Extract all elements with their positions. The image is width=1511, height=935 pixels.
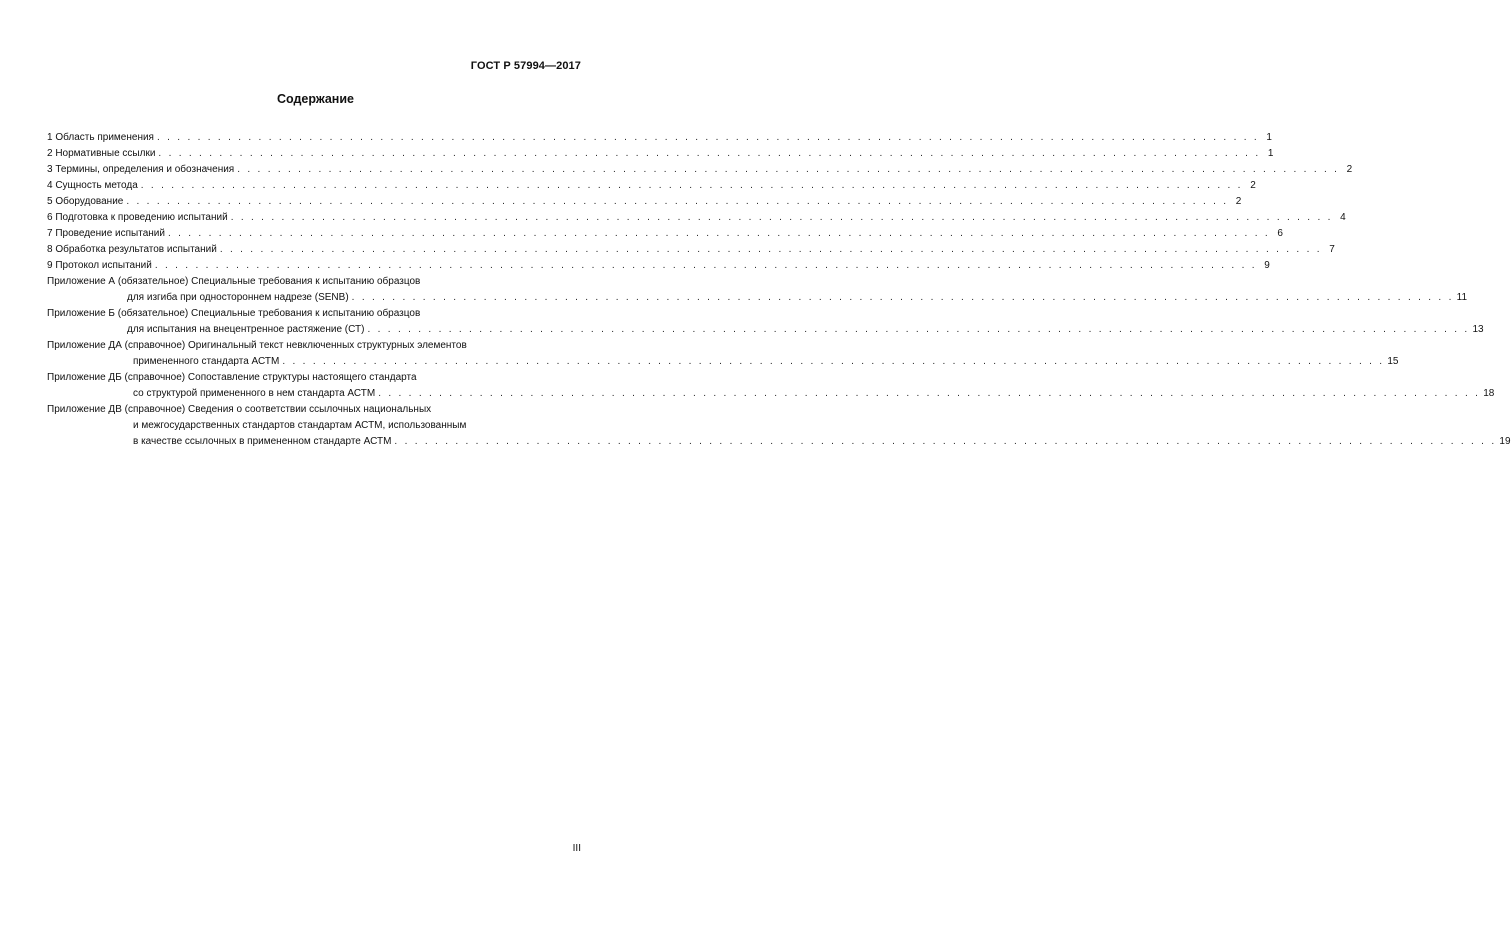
toc-item-page: 9: [1264, 260, 1270, 271]
toc-item-label: 8 Обработка результатов испытаний: [47, 244, 217, 255]
leader-dots: . . . . . . . . . . . . . . . . . . . . . . . . . . . . . . . . . . . . . . . . . . . . . . . . . . . . . . . . . . . . . . . . . . . . . . . . . . . . . . . . . . . . . . . . . . . . . . . . . . . . . . . . . . . . .: [158, 148, 1261, 159]
toc-appendix-db[interactable]: [47, 370, 1495, 402]
leader-dots: . . . . . . . . . . . . . . . . . . . . . . . . . . . . . . . . . . . . . . . . . . . . . . . . . . . . . . . . . . . . . . . . . . . . . . . . . . . . . . . . . . . . . . . . . . . . . . . . . . . . . . . . . . . . .: [140, 180, 1243, 191]
toc-appendix-a[interactable]: [47, 274, 1468, 306]
toc-item-page: 2: [1346, 164, 1353, 175]
toc-item-page: 19: [1499, 436, 1511, 447]
toc-appendix-dv[interactable]: [47, 402, 1511, 450]
toc-item-label: 9 Протокол испытаний: [47, 260, 152, 271]
leader-dots: . . . . . . . . . . . . . . . . . . . . . . . . . . . . . . . . . . . . . . . . . . . . . . . . . . . . . . . . . . . . . . . . . . . . . . . . . . . . . . . . . . . . . . . . . . . . . . . . . . . . . . . . . . . . .: [167, 228, 1270, 239]
toc-item-page: 15: [1387, 356, 1399, 367]
toc-appendix-last-line: [47, 434, 1511, 450]
toc-item-4[interactable]: [47, 178, 1256, 194]
toc-appendix-last-line: [47, 290, 1468, 306]
toc-appendix-last-line: [47, 322, 1484, 338]
toc-appendix-line: для испытания на внецентренное растяжение (СТ): [127, 324, 365, 335]
toc-appendix-line: Приложение Б (обязательное) Специальные требования к испытанию образцов: [47, 308, 421, 319]
toc-item-label: 6 Подготовка к проведению испытаний: [47, 212, 228, 223]
toc-item-page: 1: [1266, 132, 1272, 143]
toc-item-page: 2: [1250, 180, 1256, 191]
toc-item-page: 4: [1340, 212, 1346, 223]
toc-item-label: 3 Термины, определения и обозначения: [47, 164, 235, 175]
toc-item-5[interactable]: [47, 194, 1242, 210]
toc-appendix-line: Приложение ДБ (справочное) Сопоставление структуры настоящего стандарта: [47, 372, 417, 383]
leader-dots: . . . . . . . . . . . . . . . . . . . . . . . . . . . . . . . . . . . . . . . . . . . . . . . . . . . . . . . . . . . . . . . . . . . . . . . . . . . . . . . . . . . . . . . . . . . . . . . . . . . . . . . . . . . . .: [126, 196, 1229, 207]
table-of-contents: [47, 130, 1511, 450]
contents-title: Содержание: [276, 92, 354, 106]
toc-item-label: 7 Проведение испытаний: [47, 228, 165, 239]
leader-dots: . . . . . . . . . . . . . . . . . . . . . . . . . . . . . . . . . . . . . . . . . . . . . . . . . . . . . . . . . . . . . . . . . . . . . . . . . . . . . . . . . . . . . . . . . . . . . . . . . . . . . . . . . . . . .: [394, 436, 1497, 447]
leader-dots: . . . . . . . . . . . . . . . . . . . . . . . . . . . . . . . . . . . . . . . . . . . . . . . . . . . . . . . . . . . . . . . . . . . . . . . . . . . . . . . . . . . . . . . . . . . . . . . . . . . . . . . . . . . . .: [237, 164, 1340, 175]
toc-appendix-last-line: [47, 386, 1495, 402]
toc-appendix-line: и межгосударственных стандартов стандартам АСТМ, использованным: [133, 420, 467, 431]
toc-item-page: 7: [1329, 244, 1335, 255]
toc-item-page: 11: [1456, 292, 1468, 303]
leader-dots: . . . . . . . . . . . . . . . . . . . . . . . . . . . . . . . . . . . . . . . . . . . . . . . . . . . . . . . . . . . . . . . . . . . . . . . . . . . . . . . . . . . . . . . . . . . . . . . . . . . . . . . . . . . . .: [230, 212, 1333, 223]
leader-dots: . . . . . . . . . . . . . . . . . . . . . . . . . . . . . . . . . . . . . . . . . . . . . . . . . . . . . . . . . . . . . . . . . . . . . . . . . . . . . . . . . . . . . . . . . . . . . . . . . . . . . . . . . . . . .: [219, 244, 1322, 255]
toc-appendix-line: для изгиба при одностороннем надрезе (SENB): [127, 292, 349, 303]
toc-appendix-line: Приложение ДВ (справочное) Сведения о соответствии ссылочных национальных: [47, 404, 432, 415]
toc-item-label: 4 Сущность метода: [47, 180, 138, 191]
toc-item-8[interactable]: [47, 242, 1335, 258]
toc-item-6[interactable]: [47, 210, 1346, 226]
toc-appendix-b[interactable]: [47, 306, 1484, 338]
toc-item-page: 18: [1483, 388, 1495, 399]
toc-appendix-line: со структурой примененного в нем стандарта АСТМ: [133, 388, 376, 399]
leader-dots: . . . . . . . . . . . . . . . . . . . . . . . . . . . . . . . . . . . . . . . . . . . . . . . . . . . . . . . . . . . . . . . . . . . . . . . . . . . . . . . . . . . . . . . . . . . . . . . . . . . . . . . . . . . . .: [282, 356, 1385, 367]
toc-item-page: 13: [1472, 324, 1484, 335]
toc-item-label: 2 Нормативные ссылки: [47, 148, 156, 159]
toc-item-page: 1: [1267, 148, 1274, 159]
toc-item-7[interactable]: [47, 226, 1283, 242]
toc-appendix-line: примененного стандарта АСТМ: [133, 356, 280, 367]
toc-item-label: 5 Оборудование: [47, 196, 124, 207]
toc-item-3[interactable]: [47, 162, 1353, 178]
toc-appendix-last-line: [47, 354, 1399, 370]
leader-dots: . . . . . . . . . . . . . . . . . . . . . . . . . . . . . . . . . . . . . . . . . . . . . . . . . . . . . . . . . . . . . . . . . . . . . . . . . . . . . . . . . . . . . . . . . . . . . . . . . . . . . . . . . . . . .: [367, 324, 1470, 335]
toc-item-page: 2: [1235, 196, 1242, 207]
leader-dots: . . . . . . . . . . . . . . . . . . . . . . . . . . . . . . . . . . . . . . . . . . . . . . . . . . . . . . . . . . . . . . . . . . . . . . . . . . . . . . . . . . . . . . . . . . . . . . . . . . . . . . . . . . . . .: [154, 260, 1257, 271]
toc-item-9[interactable]: [47, 258, 1270, 274]
toc-item-label: 1 Область применения: [47, 132, 154, 143]
leader-dots: . . . . . . . . . . . . . . . . . . . . . . . . . . . . . . . . . . . . . . . . . . . . . . . . . . . . . . . . . . . . . . . . . . . . . . . . . . . . . . . . . . . . . . . . . . . . . . . . . . . . . . . . . . . . .: [351, 292, 1454, 303]
document-code-header: ГОСТ Р 57994—2017: [470, 60, 581, 72]
toc-item-2[interactable]: [47, 146, 1274, 162]
toc-appendix-line: Приложение ДА (справочное) Оригинальный текст невключенных структурных элементов: [47, 340, 467, 351]
leader-dots: . . . . . . . . . . . . . . . . . . . . . . . . . . . . . . . . . . . . . . . . . . . . . . . . . . . . . . . . . . . . . . . . . . . . . . . . . . . . . . . . . . . . . . . . . . . . . . . . . . . . . . . . . . . . .: [378, 388, 1481, 399]
toc-appendix-line: в качестве ссылочных в примененном стандарте АСТМ: [133, 436, 392, 447]
page-number: III: [572, 843, 581, 854]
toc-item-page: 6: [1277, 228, 1283, 239]
toc-appendix-line: Приложение А (обязательное) Специальные требования к испытанию образцов: [47, 276, 421, 287]
leader-dots: . . . . . . . . . . . . . . . . . . . . . . . . . . . . . . . . . . . . . . . . . . . . . . . . . . . . . . . . . . . . . . . . . . . . . . . . . . . . . . . . . . . . . . . . . . . . . . . . . . . . . . . . . . . . .: [156, 132, 1259, 143]
toc-appendix-da[interactable]: [47, 338, 1399, 370]
toc-item-1[interactable]: [47, 130, 1272, 146]
